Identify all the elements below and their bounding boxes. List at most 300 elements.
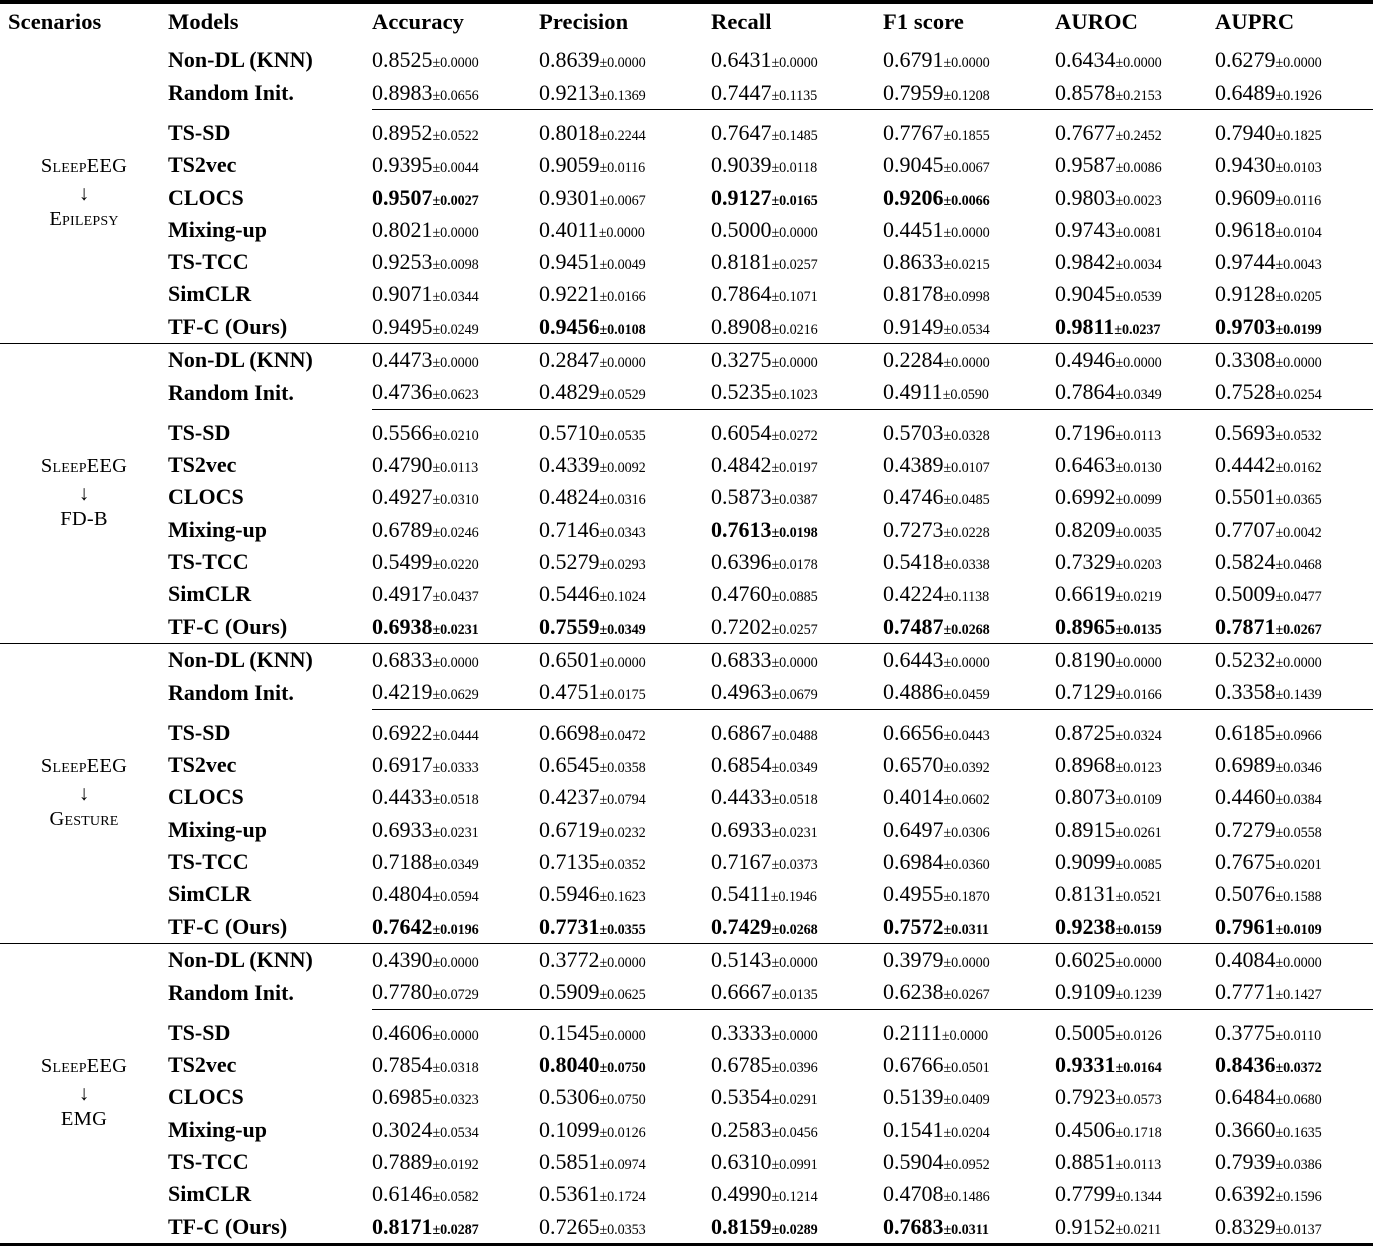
metric-mean: 0.9803	[1055, 184, 1116, 210]
metric-mean: 0.8171	[372, 1213, 433, 1239]
metric-mean: 0.4911	[883, 379, 943, 405]
metric-precision	[539, 911, 711, 944]
metric-mean: 0.3308	[1215, 347, 1276, 373]
metric-mean: 0.8021	[372, 216, 433, 242]
metric-precision	[539, 1178, 711, 1210]
metric-std: ±0.1486	[943, 1189, 990, 1206]
metric-auprc	[1215, 1146, 1373, 1178]
metric-std: ±0.0477	[1275, 589, 1322, 606]
metric-std: ±0.0201	[1275, 857, 1322, 874]
metric-mean: 0.4829	[539, 379, 600, 405]
metric-std: ±0.0116	[1275, 192, 1322, 209]
metric-std: ±0.0166	[1115, 687, 1162, 704]
metric-mean: 0.6185	[1215, 719, 1276, 745]
metric-std: ±0.1724	[599, 1189, 646, 1206]
metric-auroc	[1055, 1017, 1215, 1049]
metric-recall	[711, 1049, 883, 1081]
metric-auroc	[1055, 344, 1215, 376]
metric-std: ±0.0034	[1115, 257, 1162, 274]
metric-mean: 0.5306	[539, 1084, 600, 1110]
scenario-target: FD-B	[60, 507, 108, 530]
metric-auprc	[1215, 481, 1373, 513]
metric-mean: 0.9495	[372, 313, 433, 339]
model-name: CLOCS	[168, 1084, 244, 1110]
metric-std: ±0.0249	[432, 321, 479, 338]
metric-auprc	[1215, 117, 1373, 149]
metric-std: ±0.0043	[1275, 257, 1322, 274]
metric-std: ±0.0216	[771, 321, 818, 338]
metric-auprc	[1215, 376, 1373, 409]
metric-mean: 0.4224	[883, 581, 944, 607]
scenario-label	[0, 644, 168, 943]
metric-mean: 0.7273	[883, 516, 944, 542]
metric-std: ±0.0086	[1115, 160, 1162, 177]
metric-std: ±0.0287	[432, 1221, 479, 1238]
metric-accuracy	[372, 278, 539, 310]
metric-accuracy	[372, 976, 539, 1009]
metric-std: ±0.0311	[943, 1221, 989, 1238]
scenario-label	[0, 44, 168, 343]
metric-std: ±0.0085	[1115, 857, 1162, 874]
table-row	[0, 1178, 1373, 1210]
metric-std: ±0.0680	[1275, 1092, 1322, 1109]
metric-mean: 0.8915	[1055, 816, 1116, 842]
metric-mean: 0.9743	[1055, 216, 1116, 242]
metric-std: ±0.0472	[599, 727, 646, 744]
metric-std: ±0.0000	[771, 224, 818, 241]
metric-std: ±0.1071	[771, 289, 818, 306]
metric-mean: 0.5354	[711, 1084, 772, 1110]
metric-mean: 0.6396	[711, 549, 772, 575]
metric-auroc	[1055, 417, 1215, 449]
metric-auprc	[1215, 344, 1373, 376]
metric-auprc	[1215, 1017, 1373, 1049]
metric-auroc	[1055, 878, 1215, 910]
metric-mean: 0.8159	[711, 1213, 772, 1239]
metric-recall	[711, 514, 883, 546]
metric-std: ±0.0625	[599, 987, 646, 1004]
metric-auroc	[1055, 76, 1215, 109]
metric-mean: 0.4606	[372, 1019, 433, 1045]
metric-mean: 0.3979	[883, 947, 944, 973]
metric-mean: 0.9206	[883, 184, 944, 210]
metric-auroc	[1055, 117, 1215, 149]
metric-std: ±0.0343	[599, 524, 646, 541]
metric-auprc	[1215, 546, 1373, 578]
metric-mean: 0.6656	[883, 719, 944, 745]
metric-std: ±0.0000	[1275, 55, 1322, 72]
metric-std: ±0.0729	[432, 987, 479, 1004]
metric-auprc	[1215, 278, 1373, 310]
metric-std: ±0.1214	[771, 1189, 818, 1206]
metric-auroc	[1055, 214, 1215, 246]
metric-std: ±0.0352	[599, 857, 646, 874]
metric-auroc	[1055, 944, 1215, 976]
metric-precision	[539, 611, 711, 644]
metric-mean: 0.4963	[711, 679, 772, 705]
metric-std: ±0.0000	[599, 55, 646, 72]
row-spacer	[0, 410, 1373, 417]
model-name: Mixing-up	[168, 1116, 268, 1142]
row-spacer	[0, 110, 1373, 117]
metric-mean: 0.4442	[1215, 452, 1276, 478]
metric-mean: 0.4955	[883, 881, 944, 907]
metric-mean: 0.3358	[1215, 679, 1276, 705]
metric-f1-score	[883, 1049, 1055, 1081]
metric-mean: 0.9221	[539, 281, 600, 307]
metric-precision	[539, 1081, 711, 1113]
metric-mean: 0.4237	[539, 784, 600, 810]
metric-std: ±0.0166	[599, 289, 646, 306]
metric-recall	[711, 481, 883, 513]
metric-mean: 0.9456	[539, 313, 600, 339]
metric-accuracy	[372, 514, 539, 546]
metric-std: ±0.0293	[599, 557, 646, 574]
metric-f1-score	[883, 878, 1055, 910]
metric-recall	[711, 1146, 883, 1178]
metric-mean: 0.6992	[1055, 484, 1116, 510]
metric-mean: 0.7329	[1055, 549, 1116, 575]
model-name: Non-DL (KNN)	[168, 347, 313, 373]
metric-mean: 0.7675	[1215, 849, 1276, 875]
metric-recall	[711, 781, 883, 813]
metric-recall	[711, 278, 883, 310]
metric-std: ±0.0000	[599, 355, 646, 372]
metric-std: ±0.1926	[1275, 87, 1322, 104]
metric-std: ±0.0135	[771, 987, 818, 1004]
model-name: TF-C (Ours)	[168, 313, 288, 339]
metric-mean: 0.7487	[883, 613, 944, 639]
metric-std: ±0.0109	[1115, 792, 1162, 809]
metric-mean: 0.5361	[539, 1181, 600, 1207]
metric-f1-score	[883, 344, 1055, 376]
metric-precision	[539, 717, 711, 749]
metric-f1-score	[883, 149, 1055, 181]
metric-mean: 0.5904	[883, 1149, 944, 1175]
model-name: TS-SD	[168, 1019, 231, 1045]
metric-std: ±0.0444	[432, 727, 479, 744]
table-row	[0, 1081, 1373, 1113]
metric-std: ±0.0952	[943, 1157, 990, 1174]
metric-mean: 0.7940	[1215, 119, 1276, 145]
metric-std: ±0.1239	[1115, 987, 1162, 1004]
metric-auroc	[1055, 676, 1215, 709]
metric-std: ±0.0355	[599, 921, 646, 938]
metric-mean: 0.7572	[883, 913, 944, 939]
column-header-scenarios: Scenarios	[8, 9, 102, 34]
metric-mean: 0.5909	[539, 979, 600, 1005]
metric-std: ±0.0103	[1275, 160, 1322, 177]
metric-mean: 0.3275	[711, 347, 772, 373]
metric-std: ±0.0000	[943, 224, 990, 241]
metric-precision	[539, 944, 711, 976]
metric-mean: 0.6766	[883, 1052, 944, 1078]
metric-auprc	[1215, 417, 1373, 449]
metric-precision	[539, 1114, 711, 1146]
metric-std: ±0.0066	[943, 192, 990, 209]
metric-std: ±0.0000	[771, 655, 818, 672]
table-row	[0, 749, 1373, 781]
metric-auprc	[1215, 644, 1373, 676]
metric-mean: 0.7279	[1215, 816, 1276, 842]
metric-recall	[711, 878, 883, 910]
table-row	[0, 1210, 1373, 1244]
metric-std: ±0.0386	[1275, 1157, 1322, 1174]
table-row	[0, 417, 1373, 449]
metric-recall	[711, 611, 883, 644]
table-row	[0, 44, 1373, 76]
table-row	[0, 376, 1373, 409]
metric-mean: 0.8952	[372, 119, 433, 145]
metric-auprc	[1215, 44, 1373, 76]
model-name: TS2vec	[168, 452, 237, 478]
metric-mean: 0.1545	[539, 1019, 600, 1045]
metric-mean: 0.4886	[883, 679, 944, 705]
metric-mean: 0.6025	[1055, 947, 1116, 973]
metric-f1-score	[883, 514, 1055, 546]
metric-std: ±0.0000	[1275, 355, 1322, 372]
metric-std: ±0.0358	[599, 760, 646, 777]
metric-mean: 0.9301	[539, 184, 600, 210]
column-header-auprc: AUPRC	[1215, 9, 1295, 34]
metric-mean: 0.8131	[1055, 881, 1116, 907]
metric-std: ±0.0000	[1275, 655, 1322, 672]
metric-precision	[539, 376, 711, 409]
metric-mean: 0.6854	[711, 752, 772, 778]
metric-precision	[539, 846, 711, 878]
metric-mean: 0.1099	[539, 1116, 600, 1142]
metric-f1-score	[883, 976, 1055, 1009]
metric-precision	[539, 149, 711, 181]
model-name: Random Init.	[168, 79, 294, 105]
metric-std: ±0.0199	[1275, 321, 1322, 338]
metric-mean: 0.6719	[539, 816, 600, 842]
metric-accuracy	[372, 44, 539, 76]
metric-std: ±0.0027	[432, 192, 479, 209]
metric-std: ±0.0231	[432, 621, 479, 638]
metric-mean: 0.9395	[372, 152, 433, 178]
metric-mean: 0.4842	[711, 452, 772, 478]
metric-auprc	[1215, 76, 1373, 109]
model-name: TS-SD	[168, 119, 231, 145]
metric-auroc	[1055, 278, 1215, 310]
metric-std: ±0.0532	[1275, 427, 1322, 444]
metric-precision	[539, 214, 711, 246]
scenario-target: Gesture	[49, 807, 119, 830]
table-row	[0, 344, 1373, 376]
metric-auprc	[1215, 311, 1373, 344]
metric-std: ±0.0113	[1115, 1157, 1162, 1174]
metric-accuracy	[372, 717, 539, 749]
metric-mean: 0.9071	[372, 281, 433, 307]
metric-mean: 0.4433	[372, 784, 433, 810]
table-row	[0, 481, 1373, 513]
metric-mean: 0.6443	[883, 647, 944, 673]
metric-std: ±0.0289	[771, 1221, 818, 1238]
model-name: TF-C (Ours)	[168, 613, 288, 639]
metric-std: ±0.0272	[771, 427, 818, 444]
metric-std: ±0.0067	[943, 160, 990, 177]
table-row	[0, 449, 1373, 481]
metric-mean: 0.4736	[372, 379, 433, 405]
metric-std: ±0.0311	[943, 921, 989, 938]
metric-mean: 0.7642	[372, 913, 433, 939]
model-name: SimCLR	[168, 581, 252, 607]
metric-std: ±0.0558	[1275, 824, 1322, 841]
metric-f1-score	[883, 1017, 1055, 1049]
metric-recall	[711, 246, 883, 278]
metric-mean: 0.4389	[883, 452, 944, 478]
metric-recall	[711, 976, 883, 1009]
metric-auroc	[1055, 149, 1215, 181]
metric-std: ±0.0582	[432, 1189, 479, 1206]
metric-accuracy	[372, 578, 539, 610]
metric-std: ±0.0126	[599, 1124, 646, 1141]
metric-precision	[539, 814, 711, 846]
model-name: Mixing-up	[168, 516, 268, 542]
metric-std: ±0.0126	[1115, 1027, 1162, 1044]
metric-mean: 0.5499	[372, 549, 433, 575]
metric-mean: 0.6238	[883, 979, 944, 1005]
metric-f1-score	[883, 44, 1055, 76]
metric-mean: 0.8633	[883, 249, 944, 275]
metric-std: ±0.0219	[1115, 589, 1162, 606]
metric-mean: 0.5946	[539, 881, 600, 907]
metric-accuracy	[372, 814, 539, 846]
metric-f1-score	[883, 546, 1055, 578]
header-row	[0, 4, 1373, 45]
metric-mean: 0.9152	[1055, 1213, 1116, 1239]
metric-mean: 0.6310	[711, 1149, 772, 1175]
metric-mean: 0.6570	[883, 752, 944, 778]
metric-mean: 0.7939	[1215, 1149, 1276, 1175]
metric-mean: 0.7767	[883, 119, 944, 145]
metric-f1-score	[883, 846, 1055, 878]
metric-mean: 0.6667	[711, 979, 772, 1005]
table-row	[0, 1146, 1373, 1178]
metric-precision	[539, 1146, 711, 1178]
metric-recall	[711, 1210, 883, 1244]
metric-auroc	[1055, 1210, 1215, 1244]
metric-mean: 0.4339	[539, 452, 600, 478]
metric-mean: 0.4746	[883, 484, 944, 510]
metric-precision	[539, 878, 711, 910]
metric-mean: 0.5143	[711, 947, 772, 973]
model-name: CLOCS	[168, 484, 244, 510]
metric-mean: 0.5279	[539, 549, 600, 575]
metric-std: ±0.0000	[432, 355, 479, 372]
metric-auroc	[1055, 611, 1215, 644]
metric-mean: 0.5235	[711, 379, 772, 405]
metric-std: ±0.1718	[1115, 1124, 1162, 1141]
metric-std: ±0.0310	[432, 492, 479, 509]
scenario-source: SleepEEG	[40, 155, 128, 178]
metric-accuracy	[372, 246, 539, 278]
metric-mean: 0.7528	[1215, 379, 1276, 405]
metric-recall	[711, 214, 883, 246]
metric-std: ±0.0035	[1115, 524, 1162, 541]
metric-mean: 0.9128	[1215, 281, 1276, 307]
metric-auroc	[1055, 976, 1215, 1009]
metric-mean: 0.7889	[372, 1149, 433, 1175]
metric-mean: 0.4790	[372, 452, 433, 478]
row-spacer-cell	[168, 1010, 1373, 1017]
metric-accuracy	[372, 1081, 539, 1113]
metric-f1-score	[883, 76, 1055, 109]
table-row	[0, 578, 1373, 610]
metric-std: ±0.0000	[598, 224, 645, 241]
metric-std: ±0.0346	[1275, 760, 1322, 777]
metric-f1-score	[883, 1178, 1055, 1210]
metric-std: ±0.0000	[941, 1027, 988, 1044]
metric-std: ±0.0534	[432, 1124, 479, 1141]
metric-recall	[711, 578, 883, 610]
metric-std: ±0.0318	[432, 1060, 479, 1077]
metric-std: ±0.0211	[1115, 1221, 1162, 1238]
metric-mean: 0.9430	[1215, 152, 1276, 178]
model-name: Non-DL (KNN)	[168, 947, 313, 973]
metric-std: ±0.0349	[599, 621, 646, 638]
metric-f1-score	[883, 1210, 1055, 1244]
metric-mean: 0.4219	[372, 679, 433, 705]
metric-mean: 0.9109	[1055, 979, 1116, 1005]
metric-accuracy	[372, 749, 539, 781]
metric-recall	[711, 717, 883, 749]
metric-std: ±0.0000	[1115, 655, 1162, 672]
metric-mean: 0.6619	[1055, 581, 1116, 607]
metric-auroc	[1055, 1146, 1215, 1178]
table-row	[0, 311, 1373, 344]
metric-auroc	[1055, 717, 1215, 749]
metric-mean: 0.4433	[711, 784, 772, 810]
metric-mean: 0.6545	[539, 752, 600, 778]
metric-mean: 0.7146	[539, 516, 600, 542]
metric-std: ±0.0000	[432, 1027, 479, 1044]
metric-std: ±0.0231	[432, 824, 479, 841]
metric-std: ±0.0679	[771, 687, 818, 704]
metric-mean: 0.9609	[1215, 184, 1276, 210]
metric-accuracy	[372, 117, 539, 149]
table-row	[0, 1017, 1373, 1049]
metric-precision	[539, 1017, 711, 1049]
metric-auroc	[1055, 814, 1215, 846]
metric-recall	[711, 149, 883, 181]
metric-mean: 0.7129	[1055, 679, 1116, 705]
metric-mean: 0.5693	[1215, 419, 1276, 445]
scenario-source: SleepEEG	[40, 455, 128, 478]
metric-mean: 0.2583	[711, 1116, 772, 1142]
metric-f1-score	[883, 1114, 1055, 1146]
metric-std: ±0.0590	[942, 387, 989, 404]
metric-mean: 0.9039	[711, 152, 772, 178]
metric-mean: 0.6917	[372, 752, 433, 778]
metric-std: ±0.0522	[432, 127, 479, 144]
model-name: Non-DL (KNN)	[168, 647, 313, 673]
metric-auprc	[1215, 1081, 1373, 1113]
metric-mean: 0.5009	[1215, 581, 1276, 607]
metric-std: ±0.0384	[1275, 792, 1322, 809]
model-name: SimCLR	[168, 281, 252, 307]
metric-mean: 0.8190	[1055, 647, 1116, 673]
metric-recall	[711, 1017, 883, 1049]
metric-mean: 0.8329	[1215, 1213, 1276, 1239]
metric-std: ±0.1635	[1275, 1124, 1322, 1141]
metric-auroc	[1055, 1114, 1215, 1146]
metric-auprc	[1215, 1114, 1373, 1146]
metric-mean: 0.5703	[883, 419, 944, 445]
metric-mean: 0.7647	[711, 119, 772, 145]
metric-recall	[711, 911, 883, 944]
